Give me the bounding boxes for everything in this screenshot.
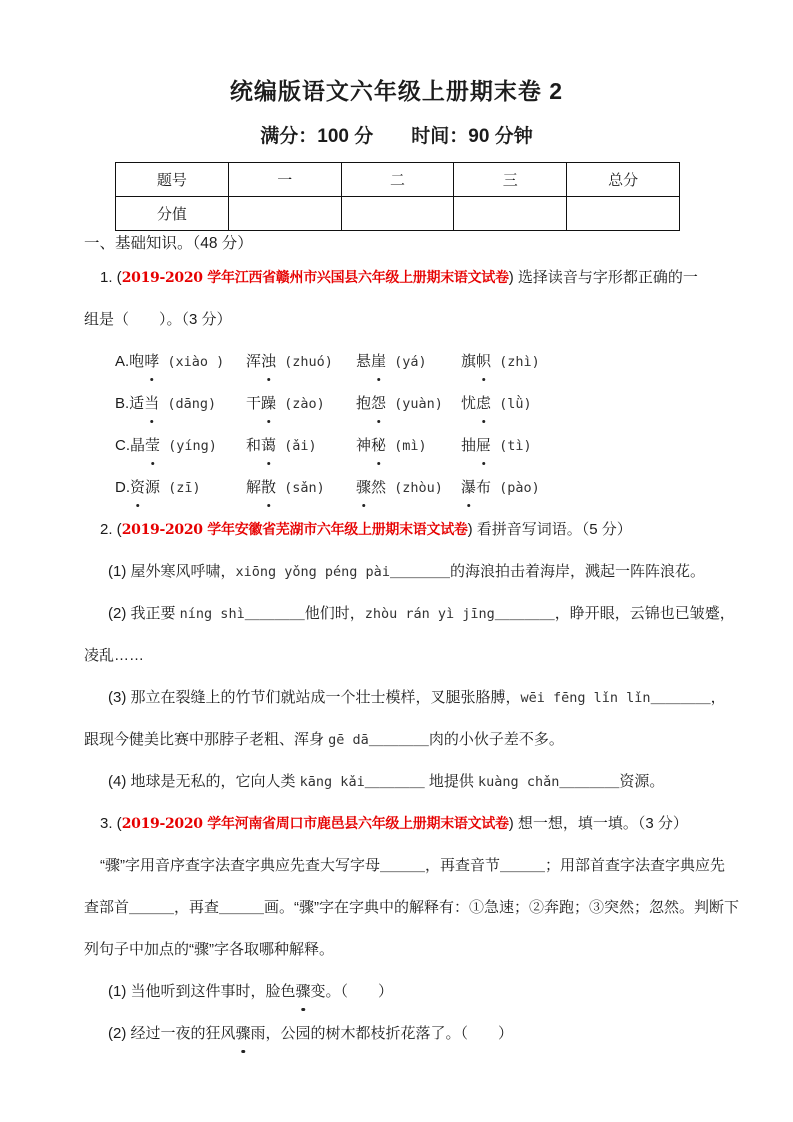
plain-text: (2) 经过一夜的狂风 bbox=[108, 1025, 236, 1042]
plain-text: 变。（ ） bbox=[310, 983, 394, 1000]
plain-text: 然 bbox=[371, 479, 387, 496]
emphasized-char: 蔼 bbox=[261, 425, 276, 467]
plain-text: 3. ( bbox=[100, 815, 122, 832]
source-exam-ref-text: 2019-2020 学年河南省周口市鹿邑县六年级上册期末语文试卷 bbox=[121, 816, 509, 832]
plain-text: ) 看拼音写词语。（5 分） bbox=[467, 521, 632, 538]
plain-text: 查部首＿＿＿，再查＿＿＿画。“骤”字在字典中的解释有：①急速；②奔跑；③突然；忽然。判断下 bbox=[84, 899, 739, 916]
emphasized-char: 瀑 bbox=[461, 467, 476, 509]
plain-text: 抱 bbox=[356, 395, 372, 412]
q1-option-b-row bbox=[115, 383, 709, 425]
pinyin-text: kuàng chǎn bbox=[478, 774, 560, 790]
emphasized-char: 屉 bbox=[476, 425, 491, 467]
pinyin-text: xiōng yǒng péng pài bbox=[235, 564, 390, 580]
emphasized-char: 骤 bbox=[356, 467, 371, 509]
plain-text: 凌乱…… bbox=[84, 647, 145, 664]
score-table-value-cell bbox=[454, 197, 567, 231]
plain-text: 组是（ ）。（3 分） bbox=[84, 311, 232, 328]
score-table-header-row bbox=[116, 163, 680, 197]
option-word bbox=[461, 341, 709, 383]
pinyin-text: (dāng) bbox=[159, 396, 217, 412]
plain-text: ＿＿＿＿的海浪拍击着海岸，溅起一阵阵浪花。 bbox=[389, 563, 705, 580]
emphasized-char: 浊 bbox=[261, 341, 276, 383]
plain-text: A.咆 bbox=[115, 353, 145, 370]
emphasized-char: 秘 bbox=[371, 425, 386, 467]
score-table-value-row bbox=[116, 197, 680, 231]
plain-text: ＿＿＿＿，睁开眼，云锦也已皱蹙， bbox=[494, 605, 735, 622]
plain-text: ＿＿＿＿， bbox=[650, 689, 726, 706]
plain-text: 和 bbox=[246, 437, 262, 454]
score-table-header-cell: 二 bbox=[341, 163, 454, 197]
emphasized-char: 资 bbox=[130, 467, 145, 509]
pinyin-text: kāng kǎi bbox=[299, 774, 365, 790]
plain-text: 列句子中加点的“骤”字各取哪种解释。 bbox=[84, 941, 334, 958]
option-word bbox=[246, 341, 356, 383]
option-word bbox=[356, 383, 461, 425]
plain-text: 雨，公园的树木都枝折花落了。（ ） bbox=[250, 1025, 514, 1042]
pinyin-text: (zhuó) bbox=[276, 354, 333, 370]
pinyin-text: (zī) bbox=[160, 480, 201, 496]
q2-item2-line1 bbox=[84, 593, 735, 635]
score-table-row-label: 分值 bbox=[116, 197, 229, 231]
plain-text: (4) 地球是无私的，它向人类 bbox=[108, 773, 300, 790]
plain-text: C.晶 bbox=[115, 437, 146, 454]
pinyin-text: (lǜ) bbox=[491, 396, 532, 412]
q3-item1-line bbox=[84, 971, 709, 1013]
plain-text: (3) 那立在裂缝上的竹节们就站成一个壮士模样，叉腿张胳膊， bbox=[108, 689, 521, 706]
page-subtitle: 满分：100 分 时间：90 分钟 bbox=[260, 126, 533, 147]
option-word bbox=[356, 425, 461, 467]
q2-item1-line bbox=[84, 551, 709, 593]
emphasized-char: 当 bbox=[144, 383, 159, 425]
option-word bbox=[115, 383, 246, 425]
q1-option-d-row bbox=[115, 467, 709, 509]
plain-text: ) 选择读音与字形都正确的一 bbox=[508, 269, 698, 286]
plain-text: B.适 bbox=[115, 395, 145, 412]
q3-item2-line bbox=[84, 1013, 709, 1055]
emphasized-char: 躁 bbox=[261, 383, 276, 425]
pinyin-text: (sǎn) bbox=[276, 480, 325, 496]
plain-text: D. bbox=[115, 479, 130, 496]
option-word bbox=[461, 425, 709, 467]
q3-intro-line bbox=[84, 803, 709, 845]
pinyin-text: zhòu rán yì jīng bbox=[364, 606, 495, 622]
plain-text: 1. ( bbox=[100, 269, 122, 286]
q3-paragraph-line1 bbox=[84, 845, 725, 887]
q1-intro-line bbox=[84, 257, 709, 299]
score-table-value-cell bbox=[567, 197, 680, 231]
plain-text: ＿＿＿＿ 地提供 bbox=[364, 773, 479, 790]
plain-text: 旗 bbox=[461, 353, 477, 370]
option-word bbox=[356, 341, 461, 383]
plain-text: 忧 bbox=[461, 395, 477, 412]
plain-text: 源 bbox=[145, 479, 161, 496]
option-word bbox=[461, 467, 709, 509]
pinyin-text: (pào) bbox=[491, 480, 540, 496]
page-title: 统编版语文六年级上册期末卷 2 bbox=[229, 78, 564, 104]
q1-option-c-row bbox=[115, 425, 709, 467]
plain-text: 浑 bbox=[246, 353, 262, 370]
option-word bbox=[461, 383, 709, 425]
plain-text: (1) 屋外寒风呼啸， bbox=[108, 563, 236, 580]
option-word bbox=[246, 467, 356, 509]
option-word bbox=[356, 467, 461, 509]
plain-text: “骤”字用音序查字法查字典应先查大写字母＿＿＿，再查音节＿＿＿；用部首查字法查字典应先 bbox=[100, 857, 725, 874]
score-table-value-cell bbox=[341, 197, 454, 231]
option-word bbox=[115, 425, 246, 467]
emphasized-char: 莹 bbox=[145, 425, 160, 467]
score-table-header-cell: 一 bbox=[228, 163, 341, 197]
plain-text: 布 bbox=[476, 479, 492, 496]
q2-item2-line2 bbox=[84, 635, 709, 677]
score-table-header-cell: 总分 bbox=[567, 163, 680, 197]
emphasized-char: 崖 bbox=[371, 341, 386, 383]
plain-text: (1) 当他听到这件事时，脸色 bbox=[108, 983, 296, 1000]
q1-option-a-row bbox=[115, 341, 709, 383]
plain-text: ＿＿＿＿他们时， bbox=[244, 605, 365, 622]
score-table-header-cell: 三 bbox=[454, 163, 567, 197]
pinyin-text: (zào) bbox=[276, 396, 325, 412]
emphasized-char: 散 bbox=[261, 467, 276, 509]
plain-text: 跟现今健美比赛中那脖子老粗、浑身 bbox=[84, 731, 329, 748]
pinyin-text: níng shì bbox=[179, 606, 245, 622]
plain-text: 神 bbox=[356, 437, 372, 454]
source-exam-ref-text: 2019-2020 学年安徽省芜湖市六年级上册期末语文试卷 bbox=[121, 522, 468, 538]
plain-text: (2) 我正要 bbox=[108, 605, 180, 622]
q3-paragraph-line2 bbox=[84, 887, 739, 929]
plain-text: ＿＿＿＿资源。 bbox=[559, 773, 665, 790]
plain-text: 2. ( bbox=[100, 521, 122, 538]
section-heading: 一、基础知识。（48 分） bbox=[84, 235, 253, 252]
q1-wrap-line bbox=[84, 299, 709, 341]
pinyin-text: (mì) bbox=[386, 438, 427, 454]
score-table-header-cell: 题号 bbox=[116, 163, 229, 197]
source-exam-ref-text: 2019-2020 学年江西省赣州市兴国县六年级上册期末语文试卷 bbox=[121, 270, 509, 286]
emphasized-char: 骤 bbox=[296, 971, 311, 1013]
emphasized-char: 骤 bbox=[236, 1013, 251, 1055]
plain-text: 抽 bbox=[461, 437, 477, 454]
option-word bbox=[115, 467, 246, 509]
plain-text: 解 bbox=[246, 479, 262, 496]
option-word bbox=[115, 341, 246, 383]
plain-text: 悬 bbox=[356, 353, 372, 370]
q2-item3-line2 bbox=[84, 719, 709, 761]
q2-item3-line1 bbox=[84, 677, 726, 719]
pinyin-text: (yíng) bbox=[160, 438, 217, 454]
emphasized-char: 虑 bbox=[476, 383, 491, 425]
score-table bbox=[115, 162, 680, 231]
option-word bbox=[246, 425, 356, 467]
pinyin-text: (yá) bbox=[386, 354, 427, 370]
option-word bbox=[246, 383, 356, 425]
pinyin-text: (zhòu) bbox=[386, 480, 443, 496]
emphasized-char: 帜 bbox=[476, 341, 491, 383]
pinyin-text: (ǎi) bbox=[276, 438, 317, 454]
plain-text: ) 想一想，填一填。（3 分） bbox=[508, 815, 688, 832]
pinyin-text: gē dā bbox=[328, 732, 369, 748]
pinyin-text: (xiào ) bbox=[159, 354, 225, 370]
pinyin-text: (zhì) bbox=[491, 354, 540, 370]
plain-text: ＿＿＿＿肉的小伙子差不多。 bbox=[368, 731, 564, 748]
emphasized-char: 怨 bbox=[371, 383, 386, 425]
emphasized-char: 哮 bbox=[144, 341, 159, 383]
q2-intro-line bbox=[84, 509, 709, 551]
pinyin-text: wēi fēng lǐn lǐn bbox=[520, 690, 651, 706]
pinyin-text: (yuàn) bbox=[386, 396, 443, 412]
q2-item4-line bbox=[84, 761, 709, 803]
score-table-value-cell bbox=[228, 197, 341, 231]
pinyin-text: (tì) bbox=[491, 438, 532, 454]
q3-paragraph-line3 bbox=[84, 929, 709, 971]
plain-text: 干 bbox=[246, 395, 262, 412]
